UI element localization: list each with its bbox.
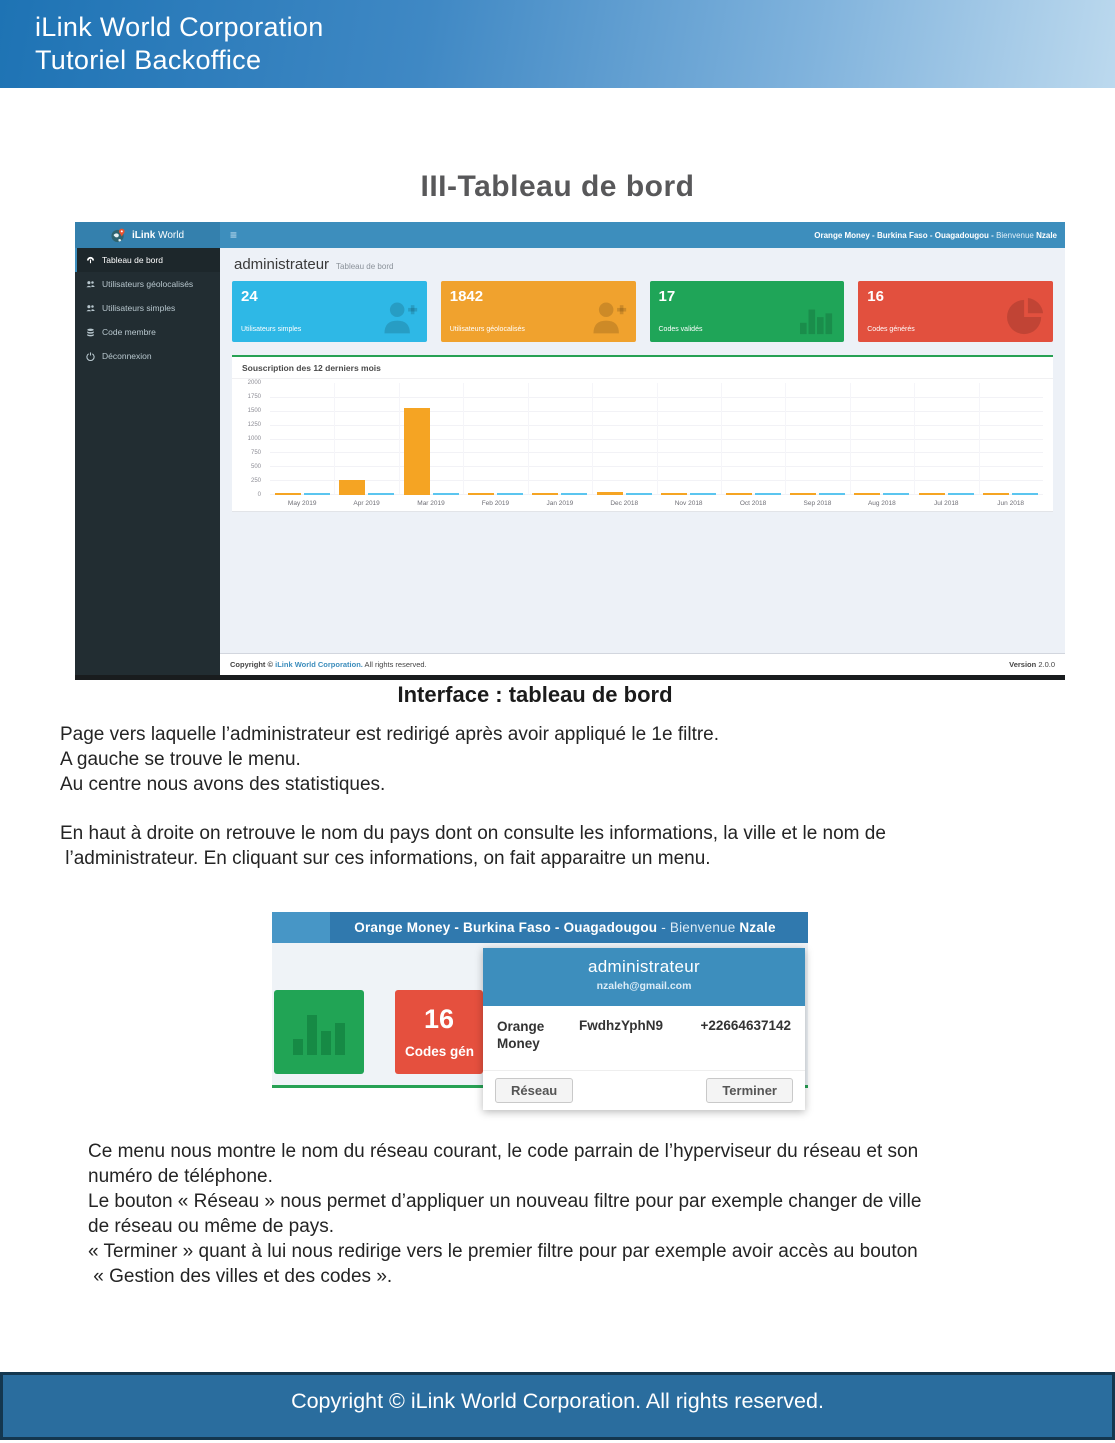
page-subtitle: Tableau de bord — [336, 262, 394, 271]
y-tick-label: 1250 — [247, 422, 261, 428]
paragraph-line: A gauche se trouve le menu. — [60, 749, 301, 770]
database-icon — [86, 328, 95, 337]
x-tick-label: Jun 2018 — [997, 500, 1025, 507]
dashboard-content — [220, 248, 1065, 675]
bar-group — [595, 492, 653, 495]
dropdown-user-title: administrateur — [588, 957, 700, 976]
chart-panel — [232, 355, 1053, 512]
pie-chart-icon — [1007, 298, 1045, 336]
bar-group — [788, 493, 846, 495]
bar-group — [982, 493, 1040, 495]
sidebar-item-label: Utilisateurs géolocalisés — [102, 279, 194, 289]
paragraph-line: Page vers laquelle l’administrateur est redirigé après avoir appliqué le 1e filtre. — [60, 724, 720, 745]
chart-y-axis — [238, 380, 264, 498]
bar — [819, 493, 845, 495]
stat-value: 16 — [423, 1004, 455, 1034]
page-footer-text: Copyright © iLink World Corporation. All rights reserved. — [291, 1388, 824, 1413]
mini-card-codes-valides — [274, 990, 364, 1074]
user-plus-icon — [588, 298, 628, 336]
bar — [919, 493, 945, 495]
popup-topbar[interactable] — [272, 912, 808, 943]
globe-logo-icon — [111, 228, 126, 243]
bar — [948, 493, 974, 495]
x-tick-label: Nov 2018 — [674, 500, 703, 507]
bar — [497, 493, 523, 495]
navbar-network-location: Orange Money - Burkina Faso - Ouagadougou - — [814, 230, 997, 240]
x-tick-label: May 2019 — [287, 500, 317, 507]
bar — [368, 493, 394, 495]
page-footer — [0, 1372, 1115, 1440]
stat-value: 17 — [658, 288, 676, 305]
mini-card-codes-generes — [395, 990, 483, 1074]
paragraph-line: de réseau ou même de pays. — [88, 1216, 335, 1237]
dropdown-footer — [483, 1070, 805, 1110]
stat-label: Codes générés — [867, 326, 915, 333]
bar — [468, 493, 494, 495]
dashboard-icon — [86, 256, 95, 265]
sidebar-item-label: Déconnexion — [102, 351, 152, 361]
user-plus-icon — [379, 298, 419, 336]
y-tick-label: 2000 — [247, 380, 261, 386]
x-tick-label: Aug 2018 — [867, 500, 896, 507]
dashboard-navbar — [75, 222, 1065, 248]
bar — [883, 493, 909, 495]
sidebar-item-utilisateurs-geolocalises[interactable] — [75, 272, 220, 296]
users-icon — [86, 280, 95, 289]
sidebar-item-label: Utilisateurs simples — [102, 303, 176, 313]
paragraph-line: « Terminer » quant à lui nous redirige vers le premier filtre pour par exemple avoir accès au bouton — [88, 1241, 918, 1262]
paragraph-line: l’administrateur. En cliquant sur ces informations, on fait apparaitre un menu. — [60, 848, 711, 869]
bar-chart-icon — [798, 302, 836, 336]
stat-card-utilisateurs-geolocalises — [441, 281, 636, 342]
chart-plot-bars — [270, 383, 1043, 495]
paragraph-line: En haut à droite on retrouve le nom du pays dont on consulte les informations, la ville et le nom de — [60, 823, 886, 844]
bar-chart-icon — [291, 1007, 347, 1057]
x-tick-label: Jul 2018 — [933, 500, 959, 507]
sidebar — [75, 248, 220, 675]
bar — [983, 493, 1009, 495]
paragraph-line: « Gestion des villes et des codes ». — [88, 1266, 393, 1287]
bar-group — [531, 493, 589, 495]
bar-group — [724, 493, 782, 495]
hamburger-menu-icon[interactable]: ≡ — [230, 228, 238, 242]
phone-number: +22664637142 — [700, 1018, 791, 1033]
dashboard-screenshot — [75, 222, 1065, 680]
stat-label: Codes gén — [405, 1044, 475, 1059]
reseau-button[interactable]: Réseau — [495, 1078, 573, 1103]
x-tick-label: Feb 2019 — [481, 500, 510, 507]
bar — [404, 408, 430, 495]
sidebar-item-code-membre[interactable] — [75, 320, 220, 344]
bar — [726, 493, 752, 495]
paragraph-line: Le bouton « Réseau » nous permet d’appliquer un nouveau filtre pour par exemple changer de ville — [88, 1191, 922, 1212]
x-tick-label: Sep 2018 — [803, 500, 832, 507]
bar — [854, 493, 880, 495]
navbar-user-info[interactable] — [814, 231, 1065, 240]
chart-x-axis — [270, 497, 1043, 509]
network-name: Orange Money — [497, 1019, 545, 1051]
sponsor-code: FwdhzYphN9 — [579, 1018, 663, 1033]
document-header-line2: Tutoriel Backoffice — [35, 45, 262, 75]
dashboard-copyright: Copyright © iLink World Corporation. All rights reserved. — [230, 660, 427, 669]
stat-label: Codes validés — [658, 326, 703, 333]
dashboard-version: Version 2.0.0 — [1009, 660, 1055, 669]
power-icon — [86, 352, 95, 361]
popup-topbar-text: Orange Money - Burkina Faso - Ouagadougou - Bienvenue Nzale — [354, 920, 776, 935]
y-tick-label: 250 — [250, 478, 261, 484]
section-title: III-Tableau de bord — [420, 170, 695, 203]
bar — [690, 493, 716, 495]
stat-card-codes-valides — [650, 281, 845, 342]
stat-value: 1842 — [449, 288, 484, 305]
bar-group — [402, 408, 460, 495]
document-header — [0, 0, 1115, 88]
user-dropdown-menu — [483, 948, 805, 1110]
bar-group — [917, 493, 975, 495]
page-header — [234, 256, 1053, 273]
brand[interactable] — [75, 222, 220, 248]
bar — [755, 493, 781, 495]
bar — [597, 492, 623, 495]
bar — [1012, 493, 1038, 495]
bar-group — [338, 480, 396, 495]
bar-group — [273, 493, 331, 495]
x-tick-label: Mar 2019 — [417, 500, 445, 507]
x-tick-label: Oct 2018 — [739, 500, 767, 507]
paragraph-line: numéro de téléphone. — [88, 1166, 273, 1187]
bar — [275, 493, 301, 495]
terminer-button[interactable]: Terminer — [706, 1078, 793, 1103]
y-tick-label: 750 — [250, 450, 261, 456]
screenshot-bottom-edge — [75, 675, 1065, 680]
sidebar-item-deconnexion[interactable] — [75, 344, 220, 368]
bar — [532, 493, 558, 495]
bar — [790, 493, 816, 495]
stat-label: Utilisateurs simples — [241, 326, 302, 333]
dropdown-body — [483, 1006, 805, 1052]
bar — [661, 493, 687, 495]
bar-group — [853, 493, 911, 495]
dropdown-header — [483, 948, 805, 1006]
y-tick-label: 1000 — [247, 436, 261, 442]
paragraph-2 — [60, 821, 886, 871]
bar — [339, 480, 365, 495]
bar-group — [660, 493, 718, 495]
company-link[interactable]: iLink World Corporation. — [275, 660, 363, 669]
bar — [626, 493, 652, 495]
stat-card-codes-generes — [858, 281, 1053, 342]
bar-group — [466, 493, 524, 495]
stat-value: 16 — [867, 288, 884, 305]
sidebar-item-label: Tableau de bord — [102, 255, 163, 265]
stat-label: Utilisateurs géolocalisés — [449, 326, 525, 333]
navbar-welcome: Bienvenue — [996, 230, 1037, 240]
bar — [561, 493, 587, 495]
stat-cards-row — [232, 281, 1053, 342]
navbar-username: Nzale — [1036, 230, 1057, 240]
popup-topbar-left-segment — [272, 912, 330, 943]
document-header-line1: iLink World Corporation — [35, 12, 324, 42]
brand-label: iLink World — [131, 229, 185, 241]
x-tick-label: Dec 2018 — [610, 500, 639, 507]
y-tick-label: 1500 — [247, 408, 261, 414]
dashboard-footer — [220, 653, 1065, 675]
y-tick-label: 0 — [257, 492, 261, 498]
chart-title: Souscription des 12 derniers mois — [232, 357, 1053, 379]
bar — [433, 493, 459, 495]
paragraph-1 — [60, 722, 719, 797]
y-tick-label: 1750 — [247, 394, 261, 400]
sidebar-item-tableau-de-bord[interactable] — [75, 248, 220, 272]
paragraph-line: Ce menu nous montre le nom du réseau courant, le code parrain de l’hyperviseur du réseau et son — [88, 1141, 919, 1162]
stat-card-utilisateurs-simples — [232, 281, 427, 342]
paragraph-line: Au centre nous avons des statistiques. — [60, 774, 386, 795]
y-tick-label: 500 — [250, 464, 261, 470]
x-tick-label: Apr 2019 — [353, 500, 380, 507]
chart-plot — [238, 380, 1045, 509]
sidebar-item-utilisateurs-simples[interactable] — [75, 296, 220, 320]
figure-caption: Interface : tableau de bord — [397, 682, 673, 707]
x-tick-label: Jan 2019 — [546, 500, 574, 507]
sidebar-item-label: Code membre — [102, 327, 156, 337]
paragraph-3 — [88, 1139, 921, 1289]
users-icon — [86, 304, 95, 313]
popup-screenshot — [272, 908, 808, 1114]
stat-value: 24 — [241, 288, 258, 305]
page-title: administrateur — [234, 256, 330, 273]
bar — [304, 493, 330, 495]
dropdown-user-email: nzaleh@gmail.com — [596, 980, 692, 992]
